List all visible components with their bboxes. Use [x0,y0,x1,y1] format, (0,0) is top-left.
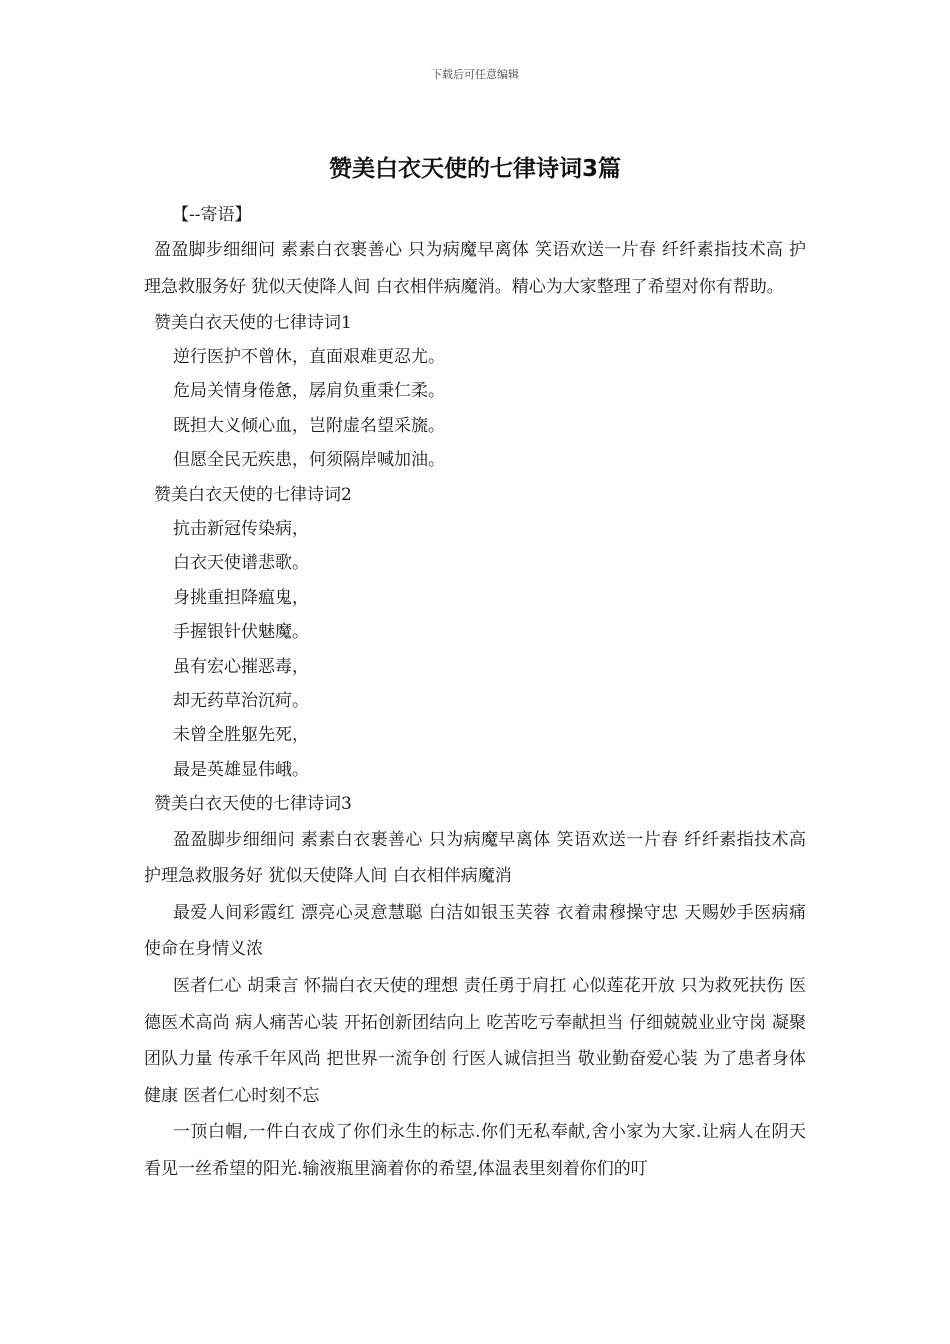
preface-text: 盈盈脚步细细问 素素白衣裹善心 只为病魔早离体 笑语欢送一片春 纤纤素指技术高 护理急救服务好 犹似天使降人间 白衣相伴病魔消。精心为大家整理了希望对你有帮助。 [144,240,806,297]
poem2-line: 最是英雄显伟峨。 [173,759,309,780]
poem1-line: 但愿全民无疾患，何须隔岸喊加油。 [173,450,445,471]
document-body [144,198,806,1188]
poem1-line: 危局关情身倦惫，孱肩负重秉仁柔。 [173,381,445,402]
poem2-line: 未曾全胜躯先死， [173,725,309,746]
poem2-line: 手握银针伏魅魔。 [173,622,309,643]
poem2-heading: 赞美白衣天使的七律诗词2 [154,484,352,505]
preface-label: 【--寄语】 [172,205,252,225]
poem3-paragraph: 医者仁心 胡秉言 怀揣白衣天使的理想 责任勇于肩扛 心似莲花开放 只为救死扶伤 医德医术高尚 病人痛苦心装 开拓创新团结向上 吃苦吃亏奉献担当 仔细兢兢业业守岗 凝聚团队力量 传承千年风尚 把世界一流争创 行医人诚信担当 敬业勤奋爱心装 为了患者身体健康 医者仁心时刻不忘 [144,976,806,1106]
poem2-line: 抗击新冠传染病， [173,519,309,540]
poem3-paragraph: 一顶白帽,一件白衣成了你们永生的标志.你们无私奉献,舍小家为大家.让病人在阴天看见一丝希望的阳光.输液瓶里滴着你的希望,体温表里刻着你们的叮 [144,1122,806,1180]
poem3-paragraph: 最爱人间彩霞红 漂亮心灵意慧聪 白洁如银玉芙蓉 衣着肃穆操守忠 天赐妙手医病痛 使命在身情义浓 [144,902,806,960]
document-title: 赞美白衣天使的七律诗词3篇 [328,156,621,182]
poem3-heading: 赞美白衣天使的七律诗词3 [154,794,352,815]
poem3-paragraph: 盈盈脚步细细问 素素白衣裹善心 只为病魔早离体 笑语欢送一片春 纤纤素指技术高 护理急救服务好 犹似天使降人间 白衣相伴病魔消 [144,829,806,887]
poem2-line: 却无药草治沉疴。 [173,691,309,712]
poem2-line: 白衣天使谱悲歌。 [173,553,309,574]
poem1-line: 逆行医护不曾休，直面艰难更忍尤。 [173,347,445,367]
poem1-heading: 赞美白衣天使的七律诗词1 [154,312,352,333]
header-note: 下载后可任意编辑 [431,68,519,81]
poem2-line: 身挑重担降瘟鬼， [173,587,309,608]
poem1-line: 既担大义倾心血，岂附虚名望采旒。 [173,415,445,436]
poem2-line: 虽有宏心摧恶毒， [173,656,309,677]
